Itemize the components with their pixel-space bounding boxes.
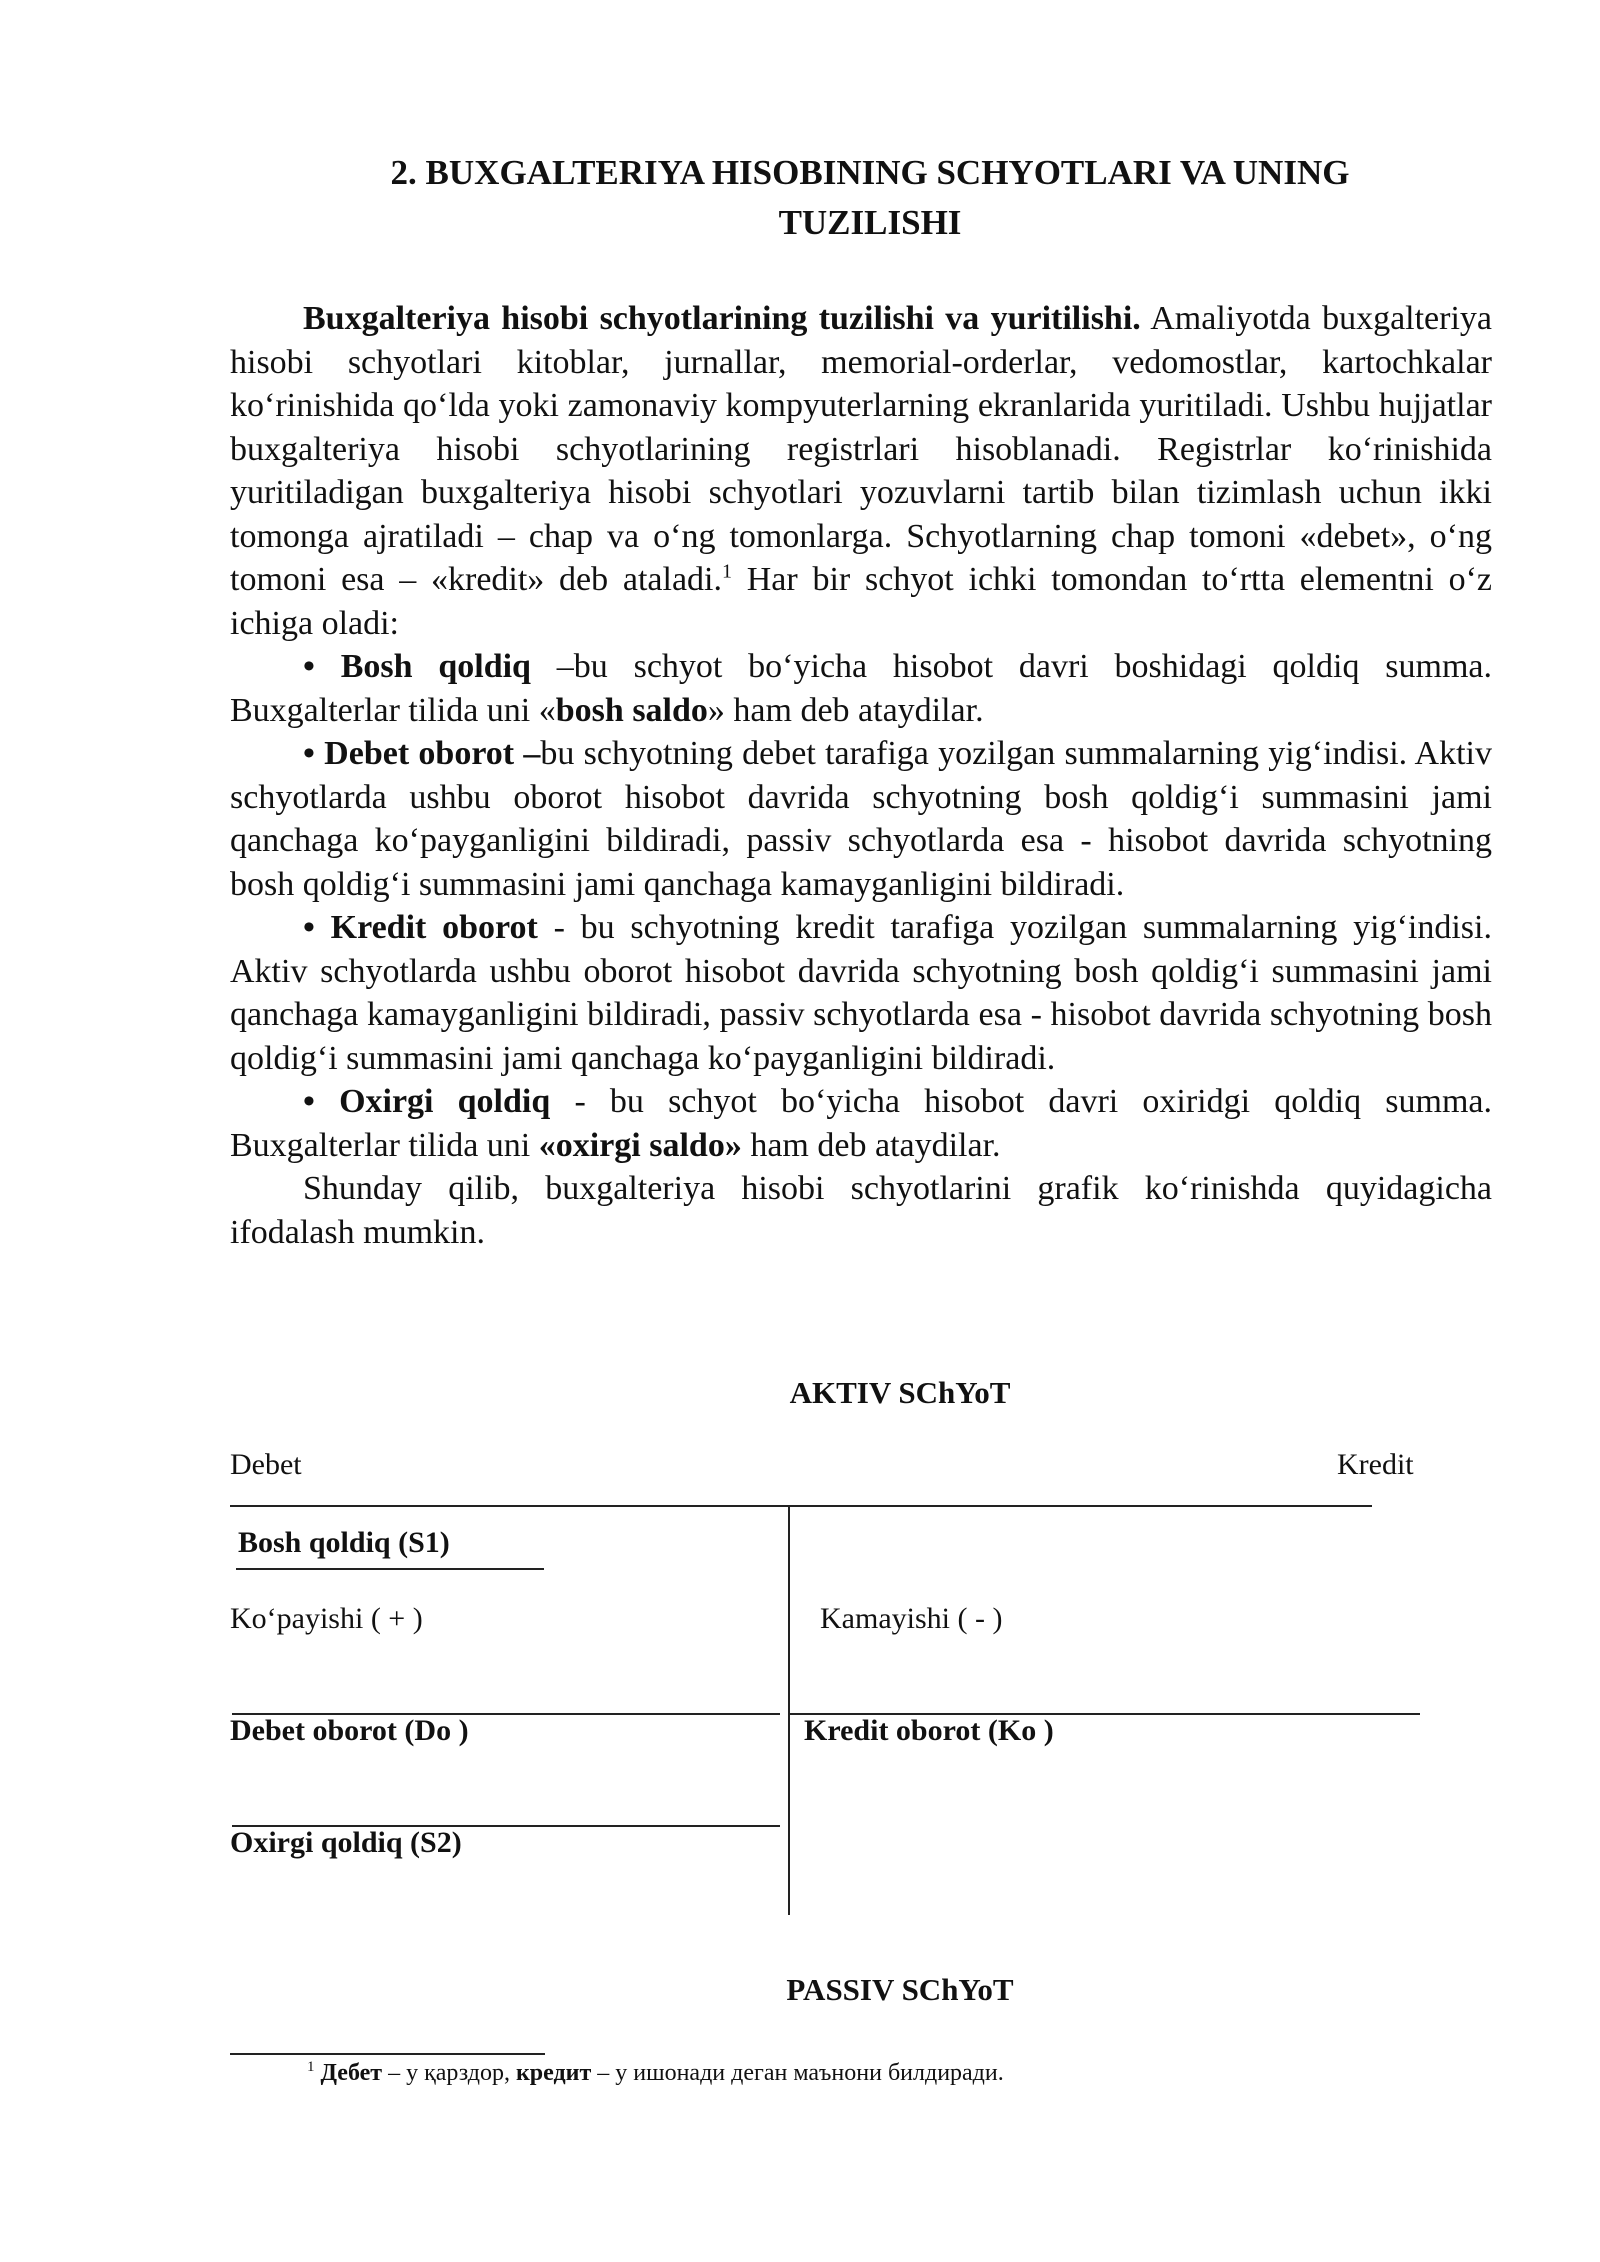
footnote-number: 1 (307, 2059, 315, 2075)
aktiv-title: AKTIV SChYoT (789, 1375, 1011, 1410)
bullet-term: Kredit oborot (314, 909, 538, 946)
t-account-top-line (230, 1505, 1372, 1507)
bullet-icon: • (303, 648, 315, 685)
body-text (230, 297, 1492, 1254)
bullet-icon: • (303, 1083, 315, 1120)
t-account-divider (788, 1505, 790, 1915)
heading-line-1: 2. BUXGALTERIYA HISOBINING SCHYOTLARI VA UNING (390, 153, 1350, 192)
footnote-reference: 1 (722, 560, 732, 583)
intro-text: Amaliyotda buxgalteriya hisobi schyotlari kitoblar, jurnallar, memorial-orderlar, vedomostlar, kartochkalar koʻrinishida qoʻlda yoki zamonaviy kompyuterlarning ekranlarida yuritiladi. Ushbu hujjatlar buxgalteriya hisobi schyotlarining registrlari hisoblanadi. Registrlar koʻrinishida yuritiladigan buxgalteriya hisobi schyotlari yozuvlarni tartib bilan tizimlash uchun ikki tomonga ajratiladi – chap va oʻng tomonlarga. Schyotlarning chap tomoni «debet», oʻng tomoni esa – «kredit» deb ataladi. (230, 300, 1493, 598)
bullet-text-end: » ham deb ataydilar. (707, 691, 984, 729)
intro-paragraph (230, 297, 1492, 645)
footnote-kredit-word: кредит (515, 2060, 592, 2086)
bullet-term: Debet oborot – (314, 735, 541, 772)
bullet-bosh-qoldiq (230, 645, 1492, 732)
kredit-oborot-label: Kredit oborot (Ko ) (804, 1714, 1054, 1747)
footnote-debet-word: Дебет (320, 2060, 383, 2086)
kredit-label: Kredit (1337, 1448, 1414, 1481)
bullet-debet-oborot (230, 732, 1492, 906)
bullet-text: - bu schyot boʻyicha hisobot davri oxiridgi qoldiq summa. Buxgalterlar tilida uni (230, 1083, 1492, 1164)
bullet-bold-term: bosh saldo (555, 691, 708, 729)
footnote-text-1: – у қарздор, (382, 2060, 516, 2086)
bullet-icon: • (303, 909, 315, 946)
increase-label: Koʻpayishi ( + ) (230, 1602, 423, 1635)
bullet-term: Oxirgi qoldiq (314, 1083, 551, 1120)
bullet-text-end: ham deb ataydilar. (741, 1126, 1001, 1164)
s1-underline (236, 1568, 544, 1570)
footnote-separator (230, 2053, 545, 2055)
bullet-term: Bosh qoldiq (314, 648, 531, 685)
bullet-text: –bu schyot boʻyicha hisobot davri boshidagi qoldiq summa. Buxgalterlar tilida uni « (230, 648, 1492, 729)
heading-line-2: TUZILISHI (778, 203, 962, 242)
bullet-text: - bu schyotning kredit tarafiga yozilgan summalarning yigʻindisi. Aktiv schyotlarda ushbu oborot hisobot davrida schyotning bosh qoldigʻi summasini jami qanchaga kamayganligini bildiradi, passiv schyotlarda esa - hisobot davrida schyotning bosh qoldigʻi summasini jami qanchaga koʻpayganligini bildiradi. (230, 909, 1492, 1077)
bosh-qoldiq-label: Bosh qoldiq (S1) (238, 1526, 450, 1559)
closing-paragraph: Shunday qilib, buxgalteriya hisobi schyotlarini grafik koʻrinishda quyidagicha ifodalash mumkin. (230, 1170, 1492, 1251)
intro-lead: Buxgalteriya hisobi schyotlarining tuzilishi va yuritilishi. (303, 300, 1141, 337)
footnote (307, 2060, 1004, 2087)
debet-label: Debet (230, 1448, 302, 1481)
bullet-icon: • (303, 735, 315, 772)
passiv-title: PASSIV SChYoT (786, 1972, 1014, 2007)
oxirgi-qoldiq-label: Oxirgi qoldiq (S2) (230, 1826, 462, 1859)
bullet-oxirgi-qoldiq (230, 1080, 1492, 1167)
bullet-bold-term: «oxirgi saldo» (538, 1126, 742, 1164)
footnote-text-2: – у ишонади деган маънони билдиради. (591, 2060, 1004, 2086)
decrease-label: Kamayishi ( - ) (820, 1602, 1003, 1635)
debet-oborot-label: Debet oborot (Do ) (230, 1714, 469, 1747)
bullet-kredit-oborot (230, 906, 1492, 1080)
bullet-text: bu schyotning debet tarafiga yozilgan summalarning yigʻindisi. Aktiv schyotlarda ushbu oborot hisobot davrida schyotning bosh qoldigʻi summasini jami qanchaga koʻpayganligini bildiradi, passiv schyotlarda esa - hisobot davrida schyotning bosh qoldigʻi summasini jami qanchaga kamayganligini bildiradi. (230, 735, 1492, 903)
section-heading (300, 148, 1440, 248)
intro-tail: Har bir schyot ichki tomondan toʻrtta elementni oʻz ichiga oladi: (230, 561, 1492, 642)
